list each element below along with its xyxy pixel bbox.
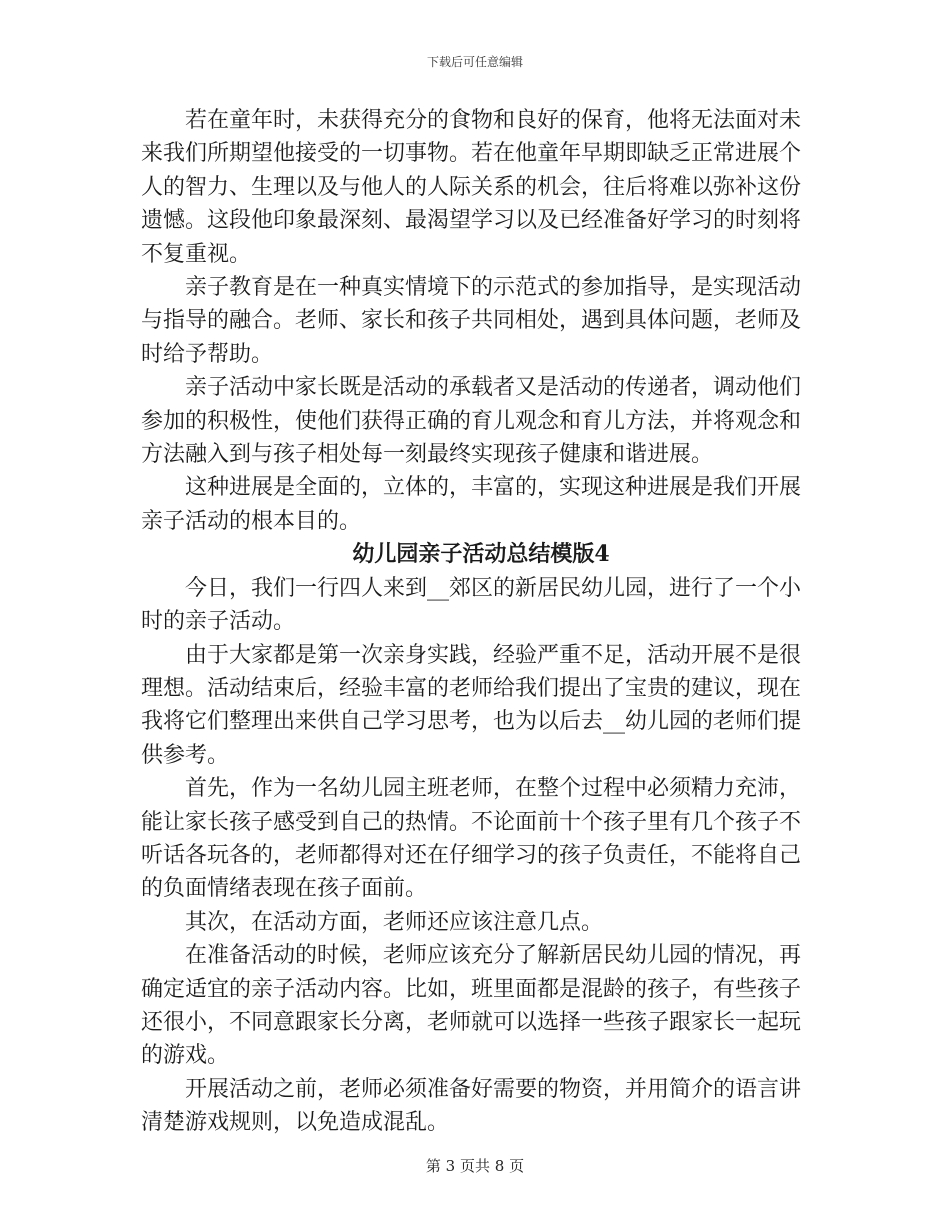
paragraph-development-goal: 这种进展是全面的，立体的，丰富的，实现这种进展是我们开展亲子活动的根本目的。	[141, 475, 802, 534]
paragraph-visit-intro: 今日，我们一行四人来到__郊区的新居民幼儿园，进行了一个小时的亲子活动。	[141, 575, 802, 635]
paragraph-parent-role: 亲子活动中家长既是活动的承载者又是活动的传递者，调动他们参加的积极性，使他们获得正确的育儿观念和育儿方法，并将观念和方法融入到与孩子相处每一刻最终实现孩子健康和谐进展。	[141, 375, 802, 468]
paragraph-activity-notes-intro: 其次，在活动方面，老师还应该注意几点。	[185, 909, 604, 935]
paragraph-experience-reflection: 由于大家都是第一次亲身实践，经验严重不足，活动开展不是很理想。活动结束后，经验丰富的老师给我们提出了宝贵的建议，现在我将它们整理出来供自己学习思考，也为以后去__幼儿园的老师们提供参考。	[141, 642, 802, 768]
paragraph-childhood-nutrition: 若在童年时，未获得充分的食物和良好的保育，他将无法面对未来我们所期望他接受的一切事物。若在他童年早期即缺乏正常进展个人的智力、生理以及与他人的人际关系的机会，往后将难以弥补这份遗憾。这段他印象最深刻、最渴望学习以及已经准备好学习的时刻将不复重视。	[141, 108, 802, 267]
section-title: 幼儿园亲子活动总结模版4	[352, 541, 610, 568]
paragraph-teacher-energy: 首先，作为一名幼儿园主班老师，在整个过程中必须精力充沛，能让家长孩子感受到自己的热情。不论面前十个孩子里有几个孩子不听话各玩各的，老师都得对还在仔细学习的孩子负责任，不能将自己的负面情绪表现在孩子面前。	[141, 776, 802, 902]
page-header-note: 下载后可任意编辑	[426, 55, 523, 69]
paragraph-activity-preparation: 在准备活动的时候，老师应该充分了解新居民幼儿园的情况，再确定适宜的亲子活动内容。比如，班里面都是混龄的孩子，有些孩子还很小，不同意跟家长分离，老师就可以选择一些孩子跟家长一起玩的游戏。	[141, 943, 802, 1069]
document-body	[141, 104, 801, 1140]
paragraph-materials-rules: 开展活动之前，老师必须准备好需要的物资，并用简介的语言讲清楚游戏规则，以免造成混乱。	[141, 1076, 802, 1136]
page-number: 第 3 页共 8 页	[425, 1157, 525, 1175]
paragraph-parent-child-education: 亲子教育是在一种真实情境下的示范式的参加指导，是实现活动与指导的融合。老师、家长和孩子共同相处，遇到具体问题，老师及时给予帮助。	[141, 275, 802, 367]
